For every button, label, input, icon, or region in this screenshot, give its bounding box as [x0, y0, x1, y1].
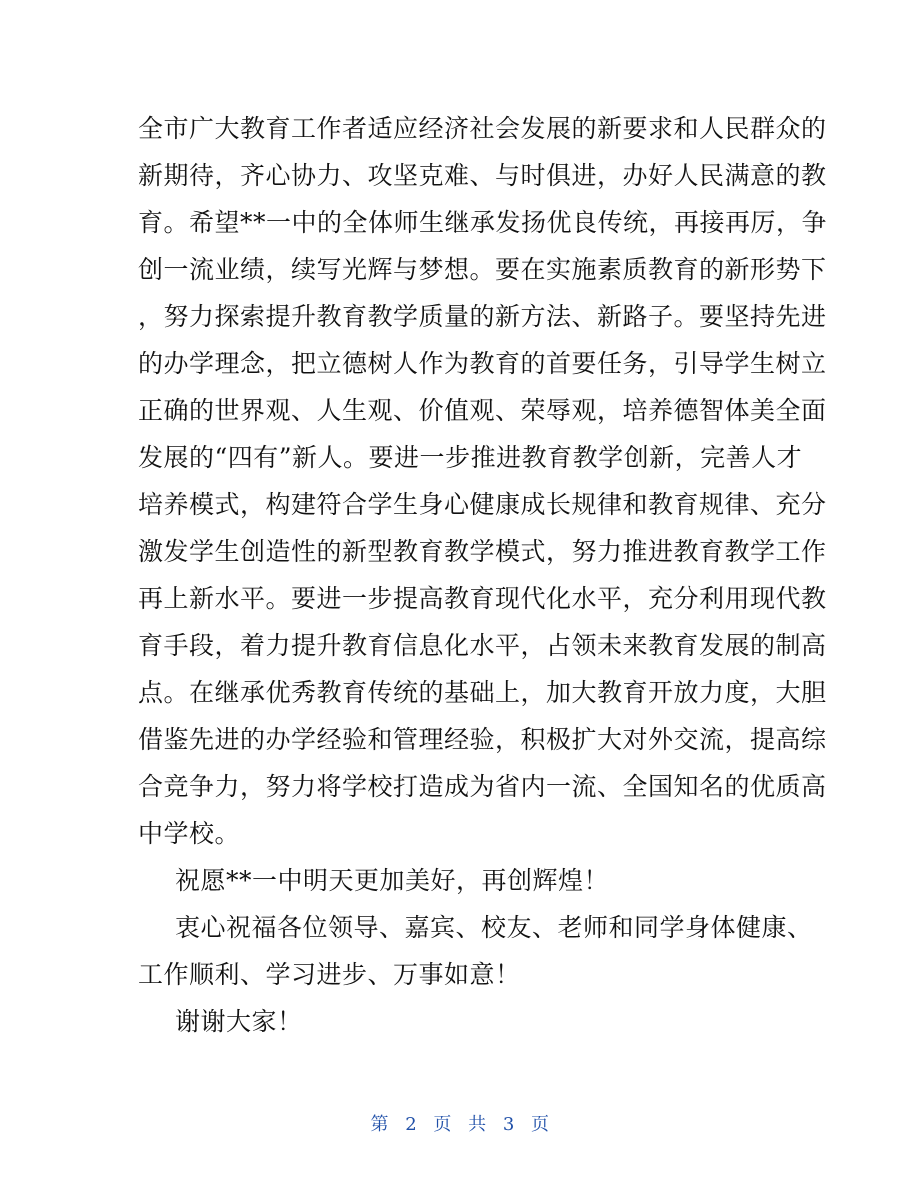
- paragraph-line: 激发学生创造性的新型教育教学模式，努力推进教育教学工作: [138, 537, 827, 566]
- paragraph-line: 创一流业绩，续写光辉与梦想。要在实施素质教育的新形势下: [138, 255, 827, 284]
- paragraph-line: 点。在继承优秀教育传统的基础上，加大教育开放力度，大胆: [138, 678, 827, 707]
- footer-total-pages: 3: [502, 1114, 515, 1135]
- blessing-paragraph: [138, 904, 813, 998]
- footer-suffix: 页: [531, 1114, 550, 1135]
- paragraph-line: 全市广大教育工作者适应经济社会发展的新要求和人民群众的: [138, 114, 827, 143]
- paragraph-line: 育。希望**一中的全体师生继承发扬优良传统，再接再厉，争: [138, 208, 828, 237]
- paragraph-line: 中学校。: [138, 819, 241, 848]
- paragraph-line: 育手段，着力提升教育信息化水平，占领未来教育发展的制高: [138, 631, 827, 660]
- paragraph-line: 发展的“四有”新人。要进一步推进教育教学创新，完善人才: [138, 443, 803, 472]
- main-paragraph: [138, 105, 828, 857]
- page-footer: [0, 1110, 920, 1136]
- blessing-line: 衷心祝福各位领导、嘉宾、校友、老师和同学身体健康、: [175, 913, 813, 942]
- paragraph-line: 正确的世界观、人生观、价值观、荣辱观，培养德智体美全面: [138, 396, 827, 425]
- footer-prefix: 第: [370, 1114, 389, 1135]
- paragraph-line: 再上新水平。要进一步提高教育现代化水平，充分利用现代教: [138, 584, 827, 613]
- footer-current-page: 2: [405, 1114, 418, 1135]
- thanks-paragraph: 谢谢大家！: [175, 1007, 303, 1036]
- paragraph-line: 培养模式，构建符合学生身心健康成长规律和教育规律、充分: [138, 490, 827, 519]
- paragraph-line: 合竞争力，努力将学校打造成为省内一流、全国知名的优质高: [138, 772, 827, 801]
- wish-paragraph: 祝愿**一中明天更加美好，再创辉煌！: [175, 866, 610, 895]
- paragraph-line: 借鉴先进的办学经验和管理经验，积极扩大对外交流，提高综: [138, 725, 827, 754]
- paragraph-line: 新期待，齐心协力、攻坚克难、与时俱进，办好人民满意的教: [138, 161, 827, 190]
- footer-page-word: 页: [433, 1114, 452, 1135]
- paragraph-line: 的办学理念，把立德树人作为教育的首要任务，引导学生树立: [138, 349, 827, 378]
- paragraph-line: ，努力探索提升教育教学质量的新方法、新路子。要坚持先进: [138, 302, 827, 331]
- document-body: [138, 105, 828, 1045]
- footer-total-word: 共: [468, 1114, 487, 1135]
- blessing-line: 工作顺利、学习进步、万事如意！: [138, 960, 521, 989]
